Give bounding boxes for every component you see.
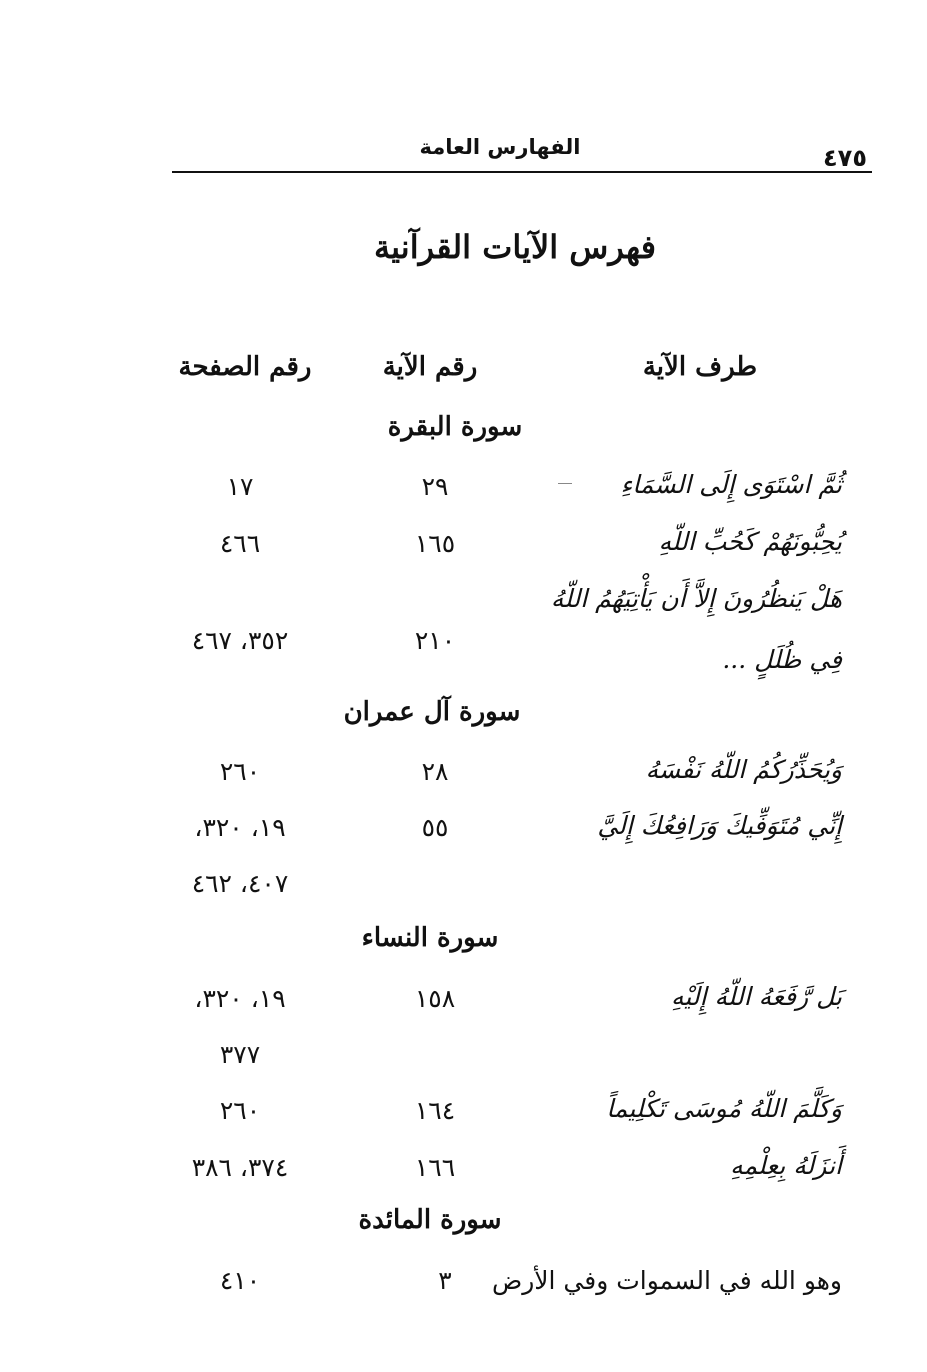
page-title: فهرس الآيات القرآنية (373, 228, 657, 266)
page-reference: ٤٦٦ (219, 529, 261, 558)
running-title: الفهارس العامة (419, 135, 581, 159)
ayah-number: ١٦٤ (414, 1096, 456, 1125)
page-reference: ٤١٠ (219, 1266, 261, 1295)
verse-text: بَل رَّفَعَهُ اللّهُ إِلَيْهِ (671, 982, 842, 1011)
page-reference-continued: ٣٧٧ (219, 1040, 261, 1069)
verse-text: يُحِبُّونَهُمْ كَحُبِّ اللّهِ (658, 527, 842, 556)
page-reference: ٢٦٠ (219, 757, 261, 786)
verse-text: وهو الله في السموات وفي الأرض (491, 1266, 842, 1295)
surah-heading: سورة النساء (361, 923, 499, 953)
column-header-ayah: رقم الآية (382, 352, 478, 382)
header-rule (172, 171, 872, 173)
page-reference: ١٩، ٣٢٠، (194, 813, 286, 842)
ayah-number: ١٦٦ (414, 1153, 456, 1182)
column-header-verse: طرف الآية (642, 352, 758, 382)
ayah-number: ١٦٥ (414, 529, 456, 558)
column-header-page: رقم الصفحة (178, 352, 312, 382)
ayah-number: ٣ (438, 1266, 452, 1295)
verse-text: أَنزَلَهُ بِعِلْمِهِ (730, 1151, 842, 1180)
page-number: ٤٧٥ (823, 144, 867, 172)
page-reference: ٣٧٤، ٣٨٦ (191, 1153, 289, 1182)
page-reference: ١٧ (226, 472, 254, 501)
surah-heading: سورة المائدة (358, 1205, 502, 1235)
page-reference: ٣٥٢، ٤٦٧ (191, 626, 289, 655)
stray-mark (558, 483, 572, 484)
page-reference-continued: ٤٠٧، ٤٦٢ (191, 869, 289, 898)
ayah-number: ٢٨ (421, 757, 449, 786)
verse-text: هَلْ يَنظُرُونَ إِلاَّ أَن يَأْتِيَهُمُ اللّهُ (550, 584, 842, 613)
ayah-number: ٢١٠ (414, 626, 456, 655)
page-reference: ٢٦٠ (219, 1096, 261, 1125)
verse-text: إِنِّي مُتَوَفِّيكَ وَرَافِعُكَ إِلَيَّ (597, 811, 842, 840)
verse-text: وَيُحَذِّرُكُمُ اللّهُ نَفْسَهُ (645, 755, 842, 784)
surah-heading: سورة البقرة (387, 412, 523, 442)
page-reference: ١٩، ٣٢٠، (194, 984, 286, 1013)
verse-text: وَكَلَّمَ اللّهُ مُوسَى تَكْلِيماً (606, 1094, 842, 1123)
ayah-number: ١٥٨ (414, 984, 456, 1013)
verse-text: ثُمَّ اسْتَوَى إِلَى السَّمَاءِ (620, 470, 842, 499)
verse-text-continued: فِي ظُلَلٍ ... (722, 645, 842, 674)
ayah-number: ٢٩ (421, 472, 449, 501)
surah-heading: سورة آل عمران (343, 697, 521, 727)
ayah-number: ٥٥ (421, 813, 449, 842)
